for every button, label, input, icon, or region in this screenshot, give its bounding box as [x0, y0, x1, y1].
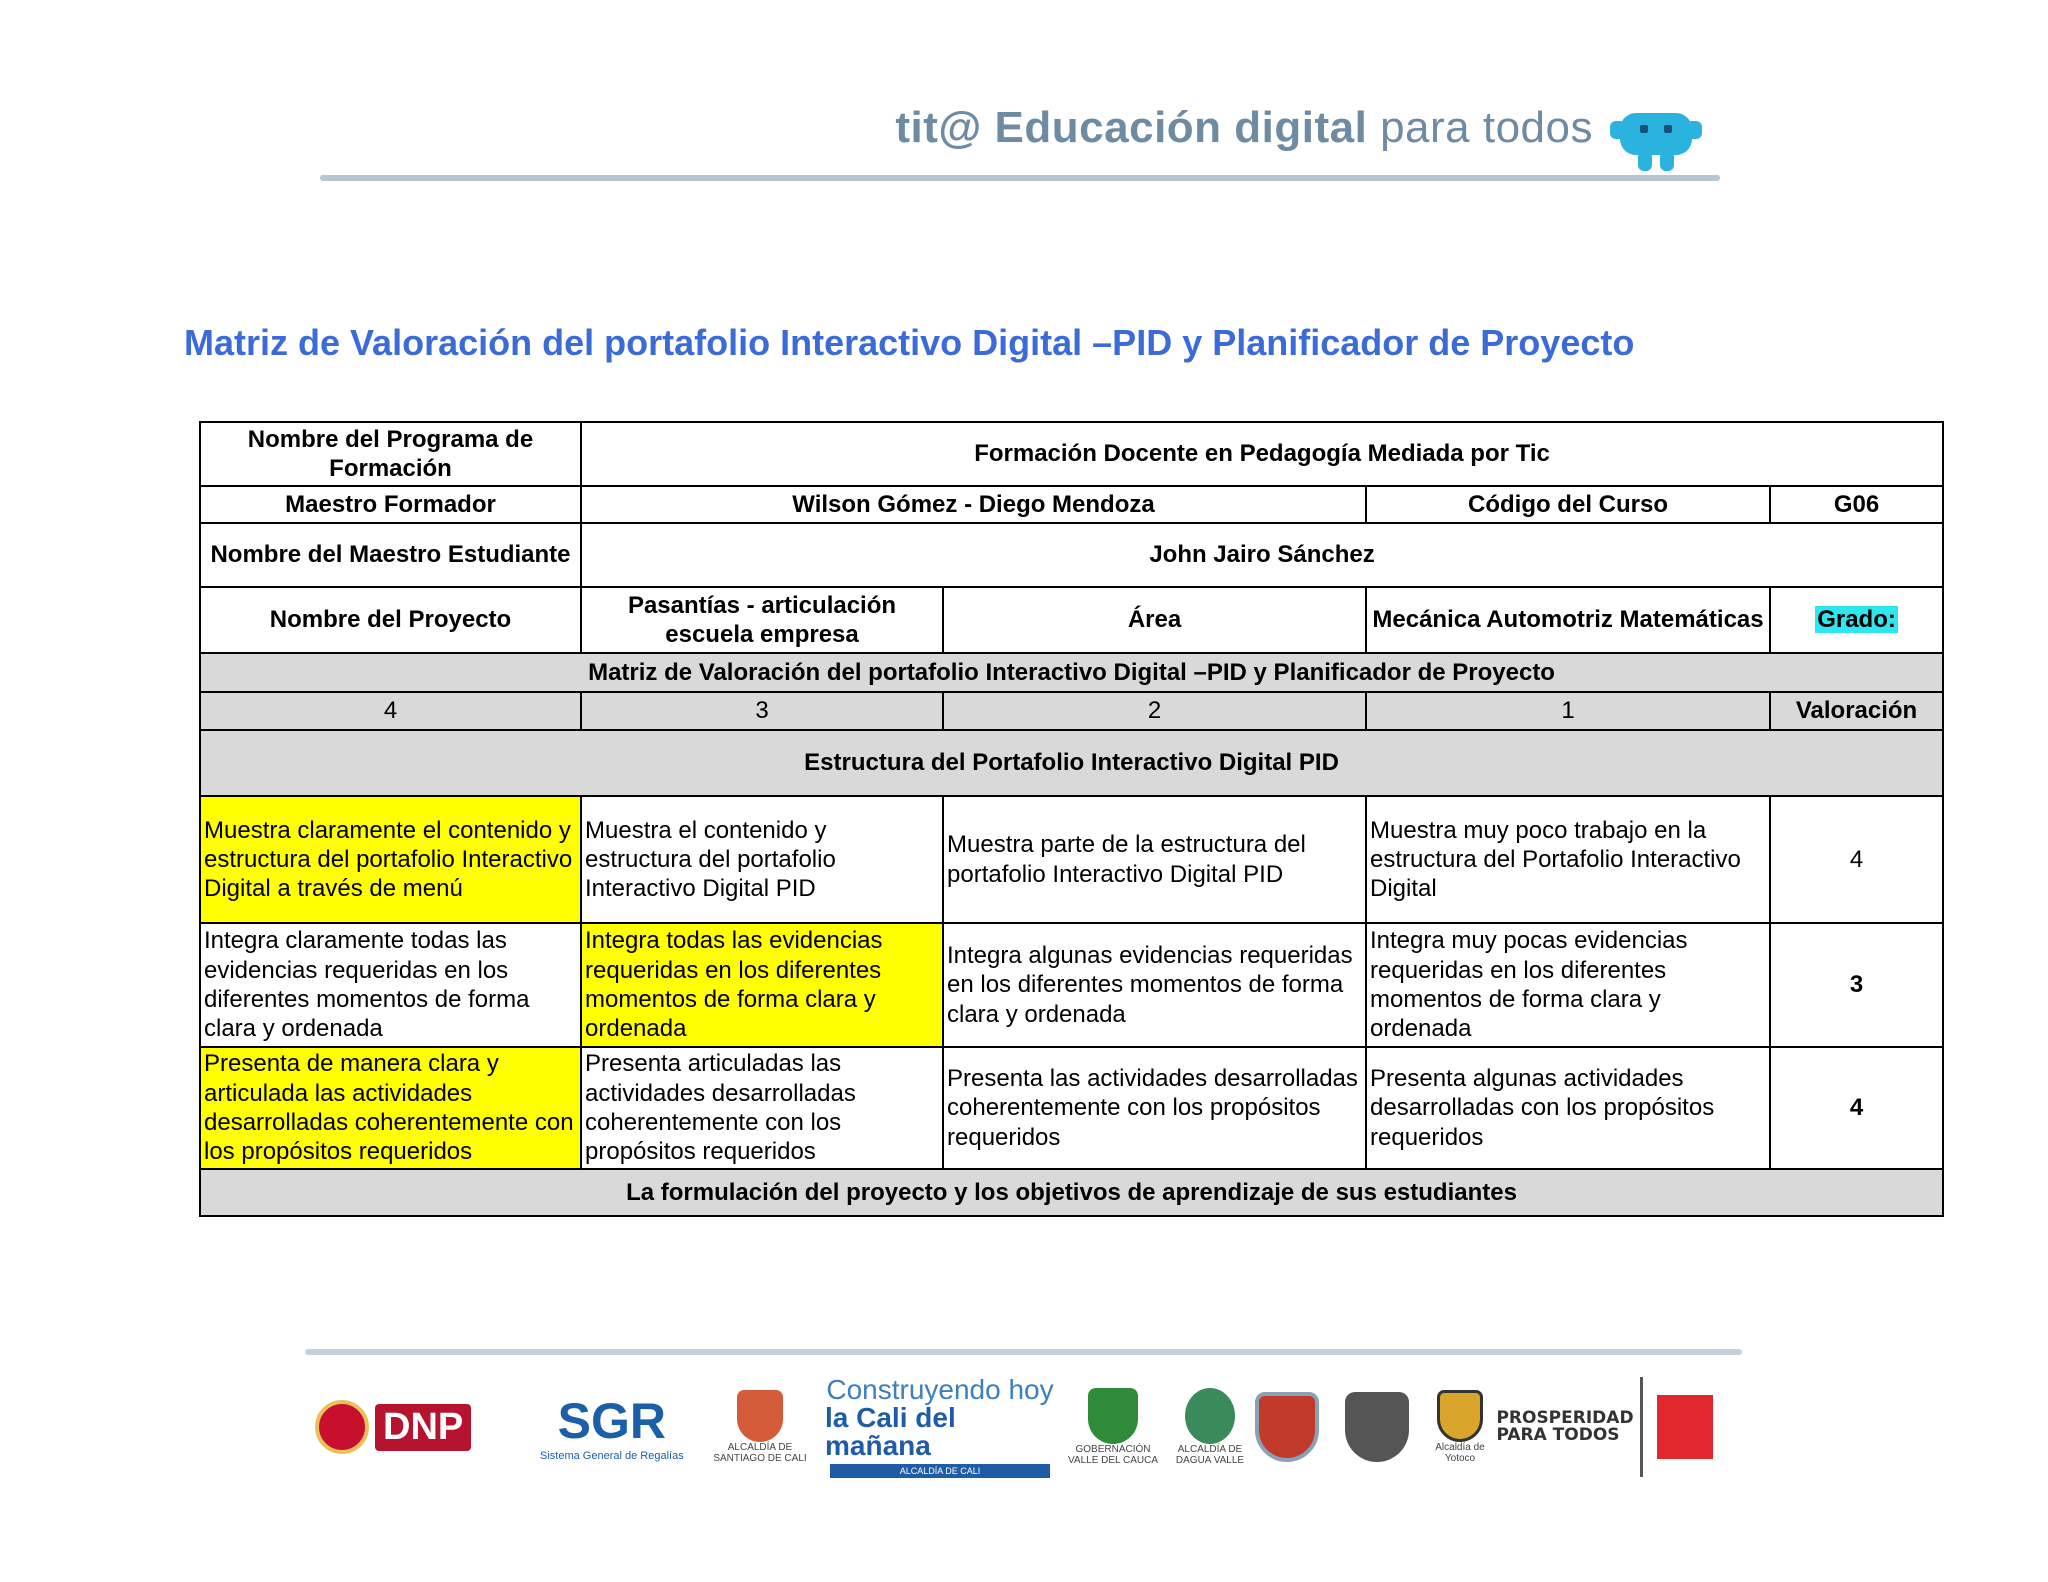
- header-divider: [320, 175, 1720, 181]
- score-cell: 4: [1770, 1047, 1943, 1169]
- yotoco-logo: [1425, 1372, 1495, 1482]
- shield-icon: [737, 1390, 783, 1442]
- cali-bar: [830, 1464, 1050, 1478]
- grade-cell: [1770, 587, 1943, 653]
- sgr-logo: [540, 1372, 684, 1482]
- dagua-label: ALCALDÍA DE DAGUA VALLE: [1175, 1444, 1245, 1466]
- mascot-icon: [1610, 103, 1702, 173]
- brand-logo: [895, 103, 1593, 153]
- crest-icon: [1345, 1392, 1409, 1462]
- assessment-matrix: [199, 421, 1944, 1217]
- valle-logo: [1063, 1372, 1163, 1482]
- shield-icon: [1088, 1388, 1138, 1444]
- sponsor-logos: [315, 1372, 1735, 1482]
- criterion-cell: Presenta articuladas las actividades desarrolladas coherentemente con los propósitos requeridos: [581, 1047, 943, 1169]
- table-row: [200, 730, 1943, 796]
- shield-icon: [1437, 1390, 1483, 1442]
- table-row: [200, 923, 1943, 1047]
- yotoco-label: Alcaldía de Yotoco: [1435, 1442, 1485, 1464]
- scale-4: 4: [200, 692, 581, 730]
- crest-logo: [1345, 1372, 1409, 1482]
- coat-of-arms-icon: [315, 1400, 369, 1454]
- criterion-cell: Integra todas las evidencias requeridas en los diferentes momentos de forma clara y ordenada: [581, 923, 943, 1047]
- criterion-cell: Muestra claramente el contenido y estructura del portafolio Interactivo Digital a través de menú: [200, 796, 581, 923]
- course-code-value: G06: [1770, 486, 1943, 523]
- score-cell: 4: [1770, 796, 1943, 923]
- cali-logo: [825, 1372, 1055, 1482]
- header-banner: [320, 95, 1720, 195]
- student-label: Nombre del Maestro Estudiante: [200, 523, 581, 587]
- grade-label: Grado:: [1817, 606, 1896, 634]
- criterion-cell: Muestra muy poco trabajo en la estructura del Portafolio Interactivo Digital: [1366, 796, 1770, 923]
- table-row: [200, 1047, 1943, 1169]
- cali-line-1: Construyendo hoy: [826, 1374, 1054, 1405]
- scale-1: 1: [1366, 692, 1770, 730]
- score-cell: 3: [1770, 923, 1943, 1047]
- cali-line-2: la Cali del mañana: [825, 1402, 956, 1461]
- program-value: Formación Docente en Pedagogía Mediada por Tic: [581, 422, 1943, 486]
- shield-icon: [1255, 1392, 1319, 1462]
- criterion-cell: Integra algunas evidencias requeridas en los diferentes momentos de forma clara y ordenada: [943, 923, 1366, 1047]
- prosperidad-label: PROSPERIDAD PARA TODOS: [1496, 1408, 1634, 1445]
- teacher-value: Wilson Gómez - Diego Mendoza: [581, 486, 1366, 523]
- table-row: [200, 587, 1943, 653]
- table-row: [200, 796, 1943, 923]
- criterion-cell: Muestra el contenido y estructura del portafolio Interactivo Digital PID: [581, 796, 943, 923]
- teacher-label: Maestro Formador: [200, 486, 581, 523]
- santiago-logo: [710, 1372, 810, 1482]
- page-title: Matriz de Valoración del portafolio Interactivo Digital –PID y Planificador de Proyecto: [184, 322, 1635, 363]
- table-row: [200, 422, 1943, 486]
- criterion-cell: Presenta de manera clara y articulada las actividades desarrolladas coherentemente con los propósitos requeridos: [200, 1047, 581, 1169]
- dnp-logo: [315, 1372, 471, 1482]
- program-label: Nombre del Programa de Formación: [200, 422, 581, 486]
- criterion-cell: Muestra parte de la estructura del portafolio Interactivo Digital PID: [943, 796, 1366, 923]
- criterion-cell: Integra claramente todas las evidencias requeridas en los diferentes momentos de forma clara y ordenada: [200, 923, 581, 1047]
- sgr-label: SGR: [557, 1393, 667, 1449]
- univalle-logo: [1657, 1372, 1713, 1482]
- section-structure: Estructura del Portafolio Interactivo Digital PID: [200, 730, 1943, 796]
- course-code-label: Código del Curso: [1366, 486, 1770, 523]
- brand-tagline: para todos: [1380, 103, 1593, 152]
- cali-sub: ALCALDÍA DE CALI: [899, 1466, 981, 1476]
- table-row: [200, 692, 1943, 730]
- project-label: Nombre del Proyecto: [200, 587, 581, 653]
- table-row: [200, 1169, 1943, 1216]
- matrix-title: Matriz de Valoración del portafolio Interactivo Digital –PID y Planificador de Proyecto: [200, 653, 1943, 692]
- santiago-label: ALCALDÍA DE SANTIAGO DE CALI: [713, 1442, 807, 1464]
- sgr-subtitle: Sistema General de Regalías: [540, 1450, 684, 1462]
- valle-label: GOBERNACIÓN VALLE DEL CAUCA: [1067, 1444, 1159, 1466]
- scale-3: 3: [581, 692, 943, 730]
- area-value: Mecánica Automotriz Matemáticas: [1366, 587, 1770, 653]
- criterion-cell: Presenta algunas actividades desarrolladas con los propósitos requeridos: [1366, 1047, 1770, 1169]
- table-row: [200, 486, 1943, 523]
- univalle-icon: [1657, 1395, 1713, 1459]
- score-header: Valoración: [1770, 692, 1943, 730]
- municipal-shield-logo: [1255, 1372, 1319, 1482]
- crest-icon: [1185, 1388, 1235, 1444]
- scale-2: 2: [943, 692, 1366, 730]
- footer-divider: [305, 1349, 1742, 1355]
- project-value: Pasantías - articulación escuela empresa: [581, 587, 943, 653]
- table-row: [200, 523, 1943, 587]
- prosperidad-logo: [1496, 1372, 1634, 1482]
- student-value: John Jairo Sánchez: [581, 523, 1943, 587]
- dnp-label: DNP: [375, 1404, 471, 1451]
- table-row: [200, 653, 1943, 692]
- criterion-cell: Integra muy pocas evidencias requeridas en los diferentes momentos de forma clara y ordenada: [1366, 923, 1770, 1047]
- brand-name: tit@ Educación digital: [895, 103, 1368, 152]
- logo-separator: [1640, 1372, 1643, 1482]
- criterion-cell: Presenta las actividades desarrolladas coherentemente con los propósitos requeridos: [943, 1047, 1366, 1169]
- area-label: Área: [943, 587, 1366, 653]
- section-project: La formulación del proyecto y los objetivos de aprendizaje de sus estudiantes: [200, 1169, 1943, 1216]
- dagua-logo: [1170, 1372, 1250, 1482]
